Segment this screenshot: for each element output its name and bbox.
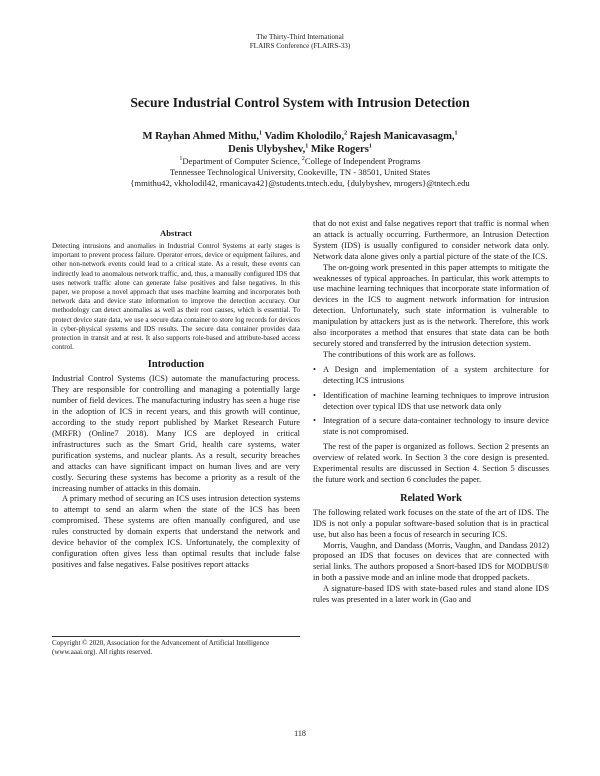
author-emails: {mmithu42, vkholodil42, rmanicava42}@students.tntech.edu, {dulybyshev, mrogers}@tntech.edu xyxy=(130,178,470,188)
related-paragraph-1: The following related work focuses on the state of the art of IDS. The IDS is not only a popular software-based solution that is in practical use, but also has been a focus of research in securing ICS. xyxy=(313,507,549,539)
intro-paragraph-5: The contributions of this work are as follows. xyxy=(323,349,476,359)
introduction-heading: Introduction xyxy=(147,359,205,371)
list-item: • Identification of machine learning techniques to improve intrusion detection over typical IDS that use network data only xyxy=(323,391,549,413)
affil-mark: 1 xyxy=(179,156,183,163)
author-affil-mark: 1 xyxy=(259,130,262,137)
related-paragraph-2: Morris, Vaughn, and Dandass (Morris, Vaughn, and Dandass 2012) proposed an IDS that focuses on devices that are connected with serial links. The authors proposed a Snort-based IDS for MODBUS® in both a passive mode and an inline mode that dropped packets. xyxy=(313,540,549,583)
department: Department of Computer Science, xyxy=(182,156,302,166)
contributions-list xyxy=(313,365,549,438)
related-work-heading: Related Work xyxy=(400,492,462,504)
page-number: 118 xyxy=(294,729,306,738)
conference-line-1: The Thirty-Third International xyxy=(256,33,344,41)
author-affil-mark: 1 xyxy=(454,130,458,137)
author-name: Rajesh Manicavasagm, xyxy=(347,131,455,142)
copyright-notice: Copyright © 2020, Association for the Advancement of Artificial Intelligence (www.aaai.org). All rights reserved. xyxy=(52,636,300,657)
university: Tennessee Technological University, Cookeville, TN - 38501, United States xyxy=(169,167,431,177)
intro-paragraph-4: The on-going work presented in this paper attempts to mitigate the weaknesses of typical approaches. In particular, this work attempts to use machine learning techniques that incorporate state information of devices in the ICS to augment network information for intrusion detection. Unfortunately, such state information is vulnerable to manipulation by attackers just as is the network. Therefore, this work also incorporates a method that ensures that state data can be both securely stored and transferred by the intrusion detection system. xyxy=(313,262,549,348)
intro-paragraph-1: Industrial Control Systems (ICS) automate the manufacturing process. They are responsible for controlling and managing a potentially large number of field devices. The manufacturing industry has seen a huge rise in the adoption of ICS in recent years, and this growth will continue, according to the study report published by Market Research Future (MRFR) (Online7 2018). Many ICS are deployed in critical infrastructures such as the Smart Grid, health care systems, water purification systems, and nuclear plants. As a result, security breaches and attacks can have significant impact on human lives and are very costly. Securing these systems has become a priority as a result of the increasing number of attacks in this domain. xyxy=(52,374,300,493)
paper-title: Secure Industrial Control System with Intrusion Detection xyxy=(130,95,470,110)
intro-paragraph-6: The rest of the paper is organized as follows. Section 2 presents an overview of related work. In Section 3 the core design is presented. Experimental results are discussed in Section 4. Section 5 discusses the future work and section 6 concludes the paper. xyxy=(313,442,549,484)
author-list xyxy=(0,130,600,156)
author-line-1 xyxy=(0,130,600,143)
conference-header xyxy=(0,33,600,51)
author-name: Vadim Kholodilo, xyxy=(262,131,345,142)
affil-mark: 2 xyxy=(301,156,305,163)
abstract-text: Detecting intrusions and anomalies in Industrial Control Systems at early stages is important to prevent process failure. Operator errors, device or equipment failures, and other non-network events could lead to a critical state. As a result, these events can indirectly lead to anomalous network traffic, and, thus, a manually configured IDS that uses network traffic alone can generate false positives and false negatives. In this paper, we propose a novel approach that uses machine learning and incorporates both network data and device state information to improve the detection accuracy. Our methodology can detect anomalies as well as their root causes, which is essential. To protect device state data, we use a secure data container to store log records for devices in cyber-physical systems and IDS results. The secure data container provides data protection in transit and at rest. It also supports role-based and attribute-based access control. xyxy=(52,242,300,352)
intro-paragraph-3: that do not exist and false negatives report that traffic is normal when an attack is actually occurring. Furthermore, an Intrusion Detection System (IDS) is usually configured to consider network data only. Network data alone gives only a partial picture of the state of the ICS. xyxy=(313,219,549,261)
left-column xyxy=(52,228,300,571)
abstract-heading: Abstract xyxy=(160,228,192,238)
intro-paragraph-2: A primary method of securing an ICS uses intrusion detection systems to attempt to send an alarm when the state of the ICS has been compromised. These systems are often manually configured, and use rules constructed by domain experts that understand the network and device behavior of the complex ICS. Unfortunately, the complexity of configuration often gives less than optimal results that include false positives and false negatives. False positives report attacks xyxy=(52,494,300,569)
list-item: • A Design and implementation of a system architecture for detecting ICS intrusions xyxy=(323,365,549,387)
author-affil-mark: 1 xyxy=(368,143,372,150)
list-item: • Integration of a secure data-container technology to insure device state is not compromised. xyxy=(323,416,549,438)
related-paragraph-3: A signature-based IDS with state-based rules and stand alone IDS rules was presented in a later work in (Gao and xyxy=(313,584,549,605)
affiliation-departments xyxy=(0,156,600,167)
affiliations xyxy=(0,156,600,189)
right-column xyxy=(313,219,549,606)
college: College of Independent Programs xyxy=(304,156,421,166)
author-name: Denis Ulybyshev, xyxy=(228,144,306,155)
author-line-2 xyxy=(0,143,600,156)
author-affil-mark: 2 xyxy=(344,130,348,137)
author-affil-mark: 1 xyxy=(305,143,309,150)
author-name: M Rayhan Ahmed Mithu, xyxy=(142,131,259,142)
author-name: Mike Rogers xyxy=(308,144,369,155)
conference-line-2: FLAIRS Conference (FLAIRS-33) xyxy=(249,42,351,50)
